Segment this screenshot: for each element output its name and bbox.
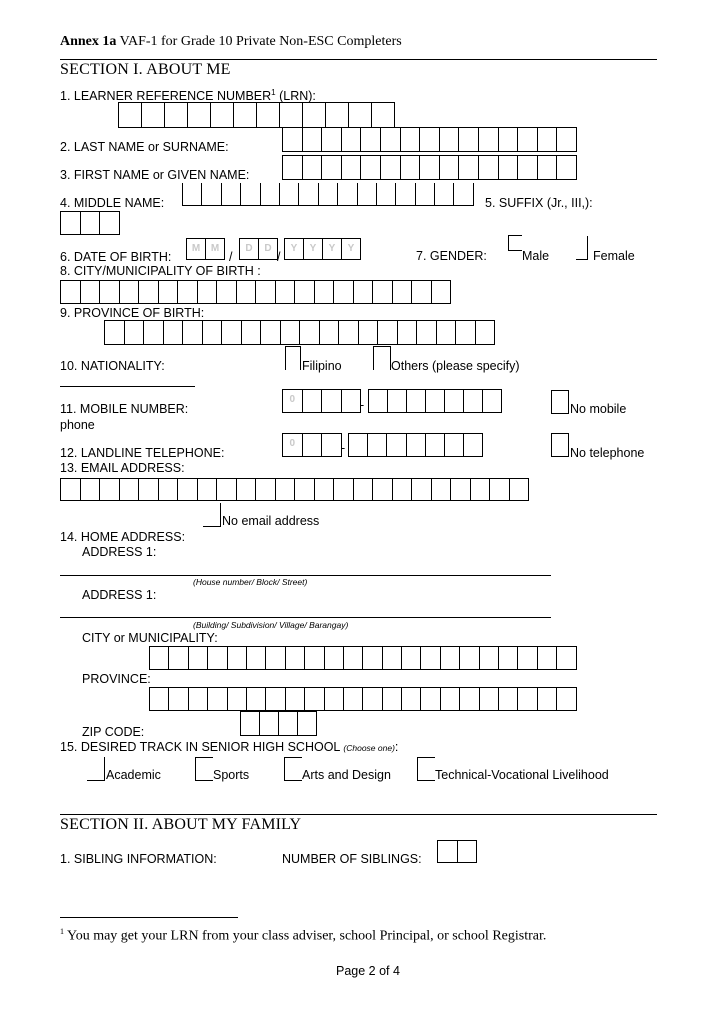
document-header	[60, 34, 402, 50]
dob-month-digit: M	[206, 238, 225, 260]
footnote-text: You may get your LRN from your class adviser, school Principal, or school Registrar.	[64, 928, 547, 944]
nationality-specify-line[interactable]	[60, 386, 195, 387]
dob-year-digit: Y	[285, 238, 304, 260]
nationality-filipino-label: Filipino	[302, 359, 342, 373]
track-academic-checkbox[interactable]	[87, 757, 105, 781]
no-mobile-label: No mobile	[570, 402, 627, 416]
mobile-prefix-digit: 0	[283, 389, 303, 413]
footnote-rule	[60, 917, 238, 918]
province-input-boxes[interactable]	[149, 687, 577, 711]
home-address-label: 14. HOME ADDRESS:	[60, 530, 186, 544]
landline-label: 12. LANDLINE TELEPHONE:	[60, 446, 225, 460]
mobile-label: 11. MOBILE NUMBER:	[60, 402, 189, 416]
email-input-boxes[interactable]	[60, 478, 529, 501]
address1-hint: (House number/ Block/ Street)	[193, 577, 308, 587]
city-label: CITY or MUNICIPALITY:	[82, 631, 218, 645]
track-arts-label: Arts and Design	[302, 768, 391, 782]
dob-separator: /	[229, 250, 233, 264]
track-arts-checkbox[interactable]	[284, 757, 302, 781]
last-name-label: 2. LAST NAME or SURNAME:	[60, 140, 229, 154]
no-email-checkbox[interactable]	[203, 503, 221, 527]
landline-prefix-boxes[interactable]	[282, 433, 342, 457]
header-rule	[60, 59, 657, 60]
landline-dash: -	[341, 441, 346, 455]
dob-separator: /	[277, 250, 281, 264]
nationality-label: 10. NATIONALITY:	[60, 359, 165, 373]
footnote	[60, 927, 546, 945]
track-sports-checkbox[interactable]	[195, 757, 213, 781]
landline-number-boxes[interactable]	[348, 433, 483, 457]
dob-month-boxes[interactable]	[186, 238, 225, 260]
annex-title: VAF-1 for Grade 10 Private Non-ESC Completers	[116, 34, 402, 49]
track-academic-label: Academic	[106, 768, 161, 782]
gender-male-label: Male	[522, 249, 550, 263]
gender-label: 7. GENDER:	[416, 249, 487, 263]
dob-month-digit: M	[187, 238, 206, 260]
first-name-label: 3. FIRST NAME or GIVEN NAME:	[60, 168, 250, 182]
suffix-label: 5. SUFFIX (Jr., III,):	[485, 196, 593, 210]
section-2-rule	[60, 814, 657, 815]
section-1-title: SECTION I. ABOUT ME	[60, 61, 231, 78]
gender-female-label: Female	[593, 249, 635, 263]
track-hint: (Choose one)	[343, 743, 395, 753]
track-tvl-checkbox[interactable]	[417, 757, 435, 781]
province-birth-input-boxes[interactable]	[104, 320, 495, 345]
track-sports-label: Sports	[213, 768, 250, 782]
address2-label: ADDRESS 1:	[82, 588, 157, 602]
address2-hint: (Building/ Subdivision/ Village/ Barangay)	[193, 620, 349, 630]
email-label: 13. EMAIL ADDRESS:	[60, 461, 185, 475]
province-label: PROVINCE:	[82, 672, 151, 686]
nationality-filipino-checkbox[interactable]	[285, 346, 301, 370]
dob-day-boxes[interactable]	[239, 238, 278, 260]
dob-year-digit: Y	[323, 238, 342, 260]
footnote-mark: 1	[60, 927, 64, 936]
track-tvl-label: Technical-Vocational Livelihood	[435, 768, 609, 782]
nationality-others-label: Others (please specify)	[391, 359, 520, 373]
address1-label: ADDRESS 1:	[82, 545, 157, 559]
dob-year-digit: Y	[342, 238, 361, 260]
nationality-others-checkbox[interactable]	[373, 346, 391, 370]
dob-day-digit: D	[240, 238, 259, 260]
mobile-prefix-boxes[interactable]	[282, 389, 361, 413]
province-birth-label: 9. PROVINCE OF BIRTH:	[60, 306, 205, 320]
mobile-number-boxes[interactable]	[368, 389, 502, 413]
lrn-input-boxes[interactable]	[118, 102, 395, 128]
lrn-label: 1. LEARNER REFERENCE NUMBER$^1$ (LRN):	[60, 88, 316, 104]
no-telephone-checkbox[interactable]	[551, 433, 569, 457]
sibling-info-label: 1. SIBLING INFORMATION:	[60, 852, 217, 866]
gender-female-checkbox[interactable]	[576, 236, 588, 260]
address1-line[interactable]	[60, 575, 551, 576]
middle-name-input-boxes[interactable]	[182, 183, 474, 206]
mobile-dash: -	[360, 398, 365, 412]
page-number: Page 2 of 4	[336, 964, 400, 978]
city-input-boxes[interactable]	[149, 646, 577, 670]
no-email-label: No email address	[222, 514, 320, 528]
city-birth-input-boxes[interactable]	[60, 280, 451, 304]
first-name-input-boxes[interactable]	[282, 155, 577, 180]
city-birth-label: 8. CITY/MUNICIPALITY OF BIRTH :	[60, 264, 261, 278]
last-name-input-boxes[interactable]	[282, 127, 577, 152]
annex-label: Annex 1a	[60, 34, 117, 49]
no-mobile-checkbox[interactable]	[551, 390, 569, 414]
track-label: 15. DESIRED TRACK IN SENIOR HIGH SCHOOL (Choose one):	[60, 740, 399, 754]
number-siblings-label: NUMBER OF SIBLINGS:	[282, 852, 422, 866]
no-telephone-label: No telephone	[570, 446, 645, 460]
middle-name-label: 4. MIDDLE NAME:	[60, 196, 165, 210]
dob-day-digit: D	[259, 238, 278, 260]
dob-year-digit: Y	[304, 238, 323, 260]
gender-male-checkbox[interactable]	[508, 235, 522, 251]
number-siblings-boxes[interactable]	[437, 840, 477, 863]
suffix-input-boxes[interactable]	[60, 211, 120, 235]
zip-input-boxes[interactable]	[240, 711, 317, 736]
footnote-ref: 1	[271, 88, 276, 97]
zip-label: ZIP CODE:	[82, 725, 145, 739]
section-2-title: SECTION II. ABOUT MY FAMILY	[60, 816, 302, 833]
landline-prefix-digit: 0	[283, 433, 303, 457]
mobile-label-continued: phone	[60, 418, 95, 432]
address2-line[interactable]	[60, 617, 551, 618]
dob-year-boxes[interactable]	[284, 238, 361, 260]
dob-label: 6. DATE OF BIRTH:	[60, 250, 172, 264]
